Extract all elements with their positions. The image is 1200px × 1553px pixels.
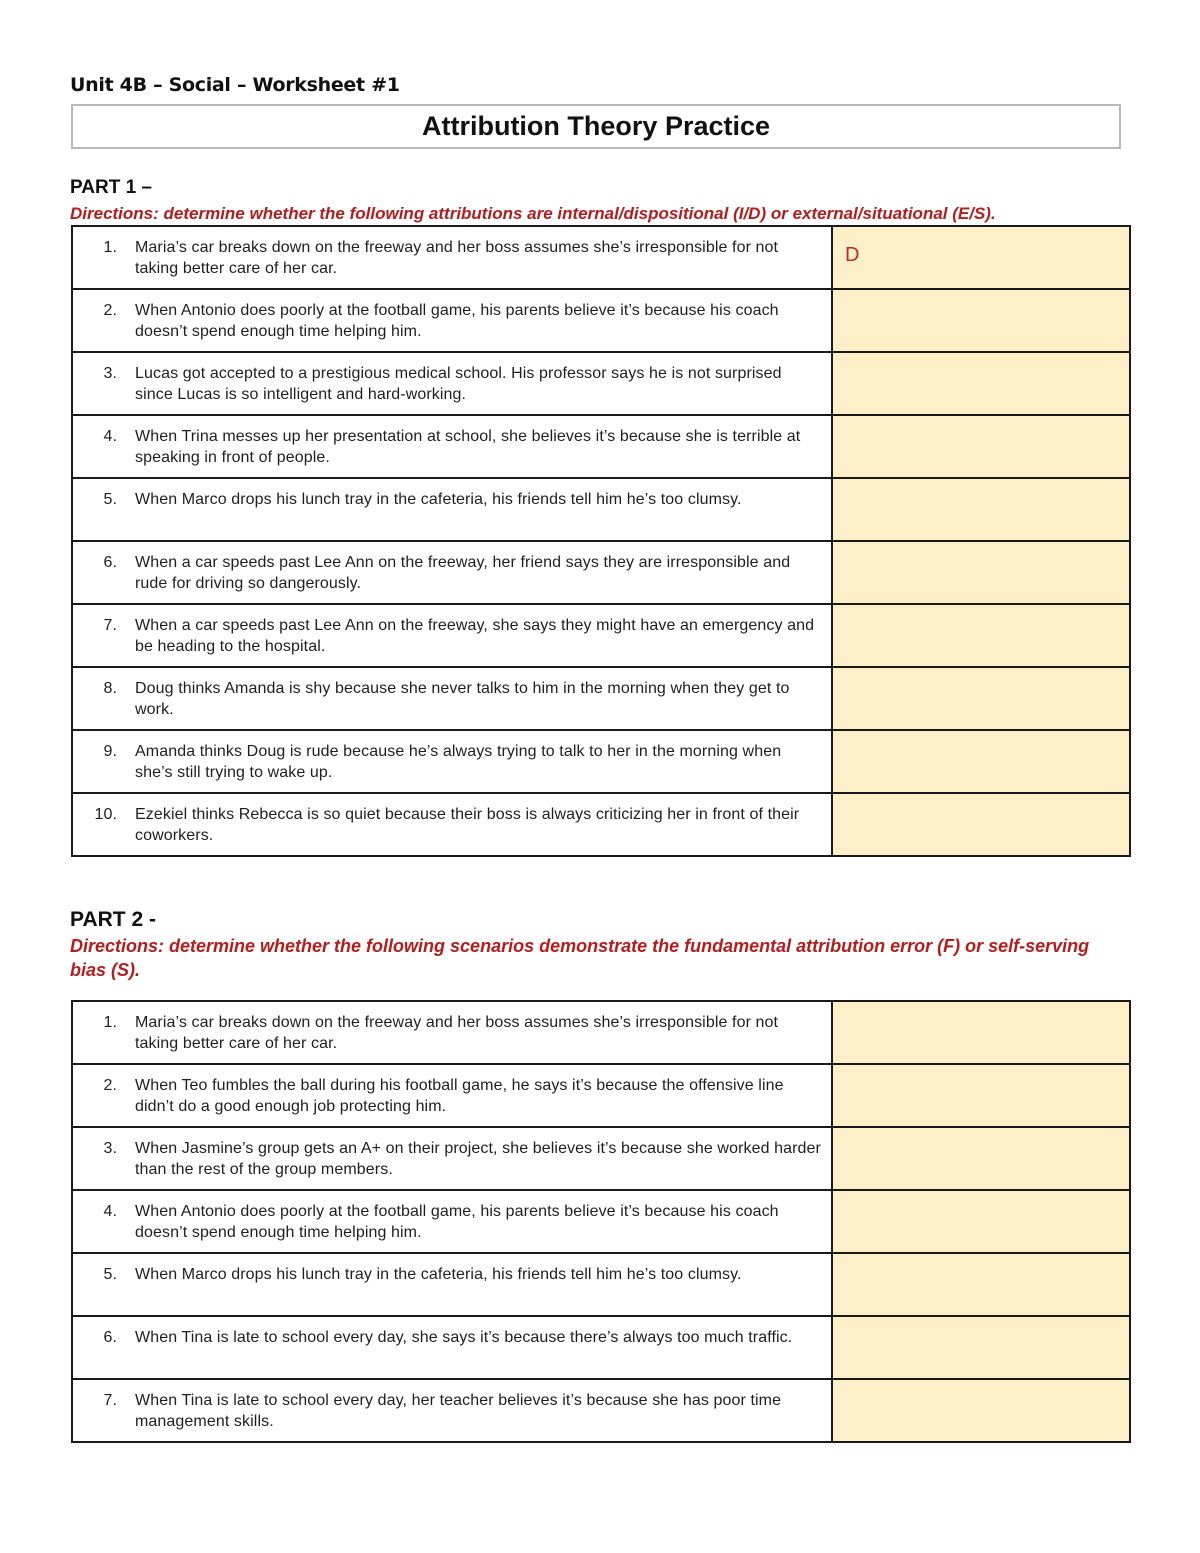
part1-directions: Directions: determine whether the following attributions are internal/dispositional (I/D) or external/situational (E/S). bbox=[70, 204, 996, 223]
question-text: Lucas got accepted to a prestigious medical school. His professor says he is not surprised since Lucas is so intelligent and hard-working. bbox=[135, 365, 782, 403]
question-text: When Tina is late to school every day, her teacher believes it’s because she has poor time management skills. bbox=[135, 1392, 782, 1430]
answer-cell[interactable] bbox=[832, 730, 1130, 793]
answer-cell[interactable] bbox=[832, 1190, 1130, 1253]
answer-text bbox=[833, 605, 1129, 622]
question-cell bbox=[72, 226, 832, 289]
question-cell bbox=[72, 1001, 832, 1064]
question-number: 10. bbox=[94, 806, 117, 823]
table-row bbox=[72, 1316, 1130, 1379]
answer-cell[interactable] bbox=[832, 1253, 1130, 1316]
question-cell bbox=[72, 604, 832, 667]
answer-cell[interactable] bbox=[832, 1379, 1130, 1442]
question-number: 3. bbox=[103, 365, 117, 382]
table-row bbox=[72, 289, 1130, 352]
question-cell bbox=[72, 415, 832, 478]
answer-cell[interactable] bbox=[832, 1316, 1130, 1379]
question-cell bbox=[72, 1064, 832, 1127]
part2-question-table bbox=[71, 1000, 1131, 1443]
answer-text bbox=[833, 542, 1129, 559]
worksheet-title-text: Attribution Theory Practice bbox=[421, 111, 771, 141]
answer-cell[interactable] bbox=[832, 352, 1130, 415]
table-row bbox=[72, 1064, 1130, 1127]
table-row bbox=[72, 415, 1130, 478]
answer-text bbox=[833, 668, 1129, 685]
answer-cell[interactable] bbox=[832, 541, 1130, 604]
part2-heading: PART 2 - bbox=[70, 908, 156, 931]
part1-question-table bbox=[71, 225, 1131, 857]
answer-text bbox=[833, 1380, 1129, 1397]
answer-text bbox=[833, 1002, 1129, 1019]
answer-cell[interactable] bbox=[832, 289, 1130, 352]
question-text: When Trina messes up her presentation at school, she believes it’s because she is terrible at speaking in front of people. bbox=[135, 428, 801, 466]
table-row bbox=[72, 1127, 1130, 1190]
answer-text bbox=[833, 1317, 1129, 1334]
worksheet-unit-header: Unit 4B – Social – Worksheet #1 bbox=[70, 74, 400, 96]
question-number: 1. bbox=[103, 239, 117, 256]
part2-directions: Directions: determine whether the following scenarios demonstrate the fundamental attribution error (F) or self-serving bias (S). bbox=[70, 936, 1090, 980]
question-text: Maria’s car breaks down on the freeway and her boss assumes she’s irresponsible for not taking better care of her car. bbox=[135, 239, 779, 277]
table-row bbox=[72, 478, 1130, 541]
table-row bbox=[72, 1379, 1130, 1442]
answer-cell[interactable] bbox=[832, 1127, 1130, 1190]
question-text: When Tina is late to school every day, she says it’s because there’s always too much traffic. bbox=[135, 1329, 793, 1346]
question-number: 1. bbox=[103, 1014, 117, 1031]
answer-text bbox=[833, 1254, 1129, 1271]
question-text: When a car speeds past Lee Ann on the freeway, she says they might have an emergency and be heading to the hospital. bbox=[135, 617, 815, 655]
answer-cell[interactable] bbox=[832, 604, 1130, 667]
question-number: 2. bbox=[103, 1077, 117, 1094]
worksheet-title bbox=[71, 104, 1121, 149]
answer-cell[interactable] bbox=[832, 793, 1130, 856]
answer-cell[interactable] bbox=[832, 667, 1130, 730]
table-row bbox=[72, 1190, 1130, 1253]
table-row bbox=[72, 793, 1130, 856]
table-row bbox=[72, 352, 1130, 415]
answer-text bbox=[833, 1191, 1129, 1208]
answer-text bbox=[833, 1128, 1129, 1145]
question-cell bbox=[72, 1379, 832, 1442]
question-text: When Teo fumbles the ball during his football game, he says it’s because the offensive line didn’t do a good enough job protecting him. bbox=[135, 1077, 784, 1115]
question-cell bbox=[72, 730, 832, 793]
question-number: 6. bbox=[103, 1329, 117, 1346]
table-row bbox=[72, 604, 1130, 667]
question-number: 6. bbox=[103, 554, 117, 571]
table-row bbox=[72, 541, 1130, 604]
question-number: 5. bbox=[103, 491, 117, 508]
question-text: Ezekiel thinks Rebecca is so quiet because their boss is always criticizing her in front of their coworkers. bbox=[135, 806, 800, 844]
question-text: When Marco drops his lunch tray in the cafeteria, his friends tell him he’s too clumsy. bbox=[135, 1266, 742, 1283]
answer-cell[interactable] bbox=[832, 415, 1130, 478]
question-cell bbox=[72, 541, 832, 604]
question-cell bbox=[72, 667, 832, 730]
question-number: 4. bbox=[103, 1203, 117, 1220]
question-number: 8. bbox=[103, 680, 117, 697]
question-number: 9. bbox=[103, 743, 117, 760]
question-text: Amanda thinks Doug is rude because he’s always trying to talk to her in the morning when she’s still trying to wake up. bbox=[135, 743, 782, 781]
answer-text bbox=[833, 290, 1129, 307]
answer-cell[interactable] bbox=[832, 226, 1130, 289]
answer-text bbox=[833, 479, 1129, 496]
question-number: 4. bbox=[103, 428, 117, 445]
question-text: When Marco drops his lunch tray in the cafeteria, his friends tell him he’s too clumsy. bbox=[135, 491, 742, 508]
answer-text: D bbox=[845, 244, 860, 266]
table-row bbox=[72, 730, 1130, 793]
question-number: 7. bbox=[103, 617, 117, 634]
question-cell bbox=[72, 793, 832, 856]
answer-text bbox=[833, 731, 1129, 748]
question-text: Maria’s car breaks down on the freeway and her boss assumes she’s irresponsible for not taking better care of her car. bbox=[135, 1014, 779, 1052]
question-number: 3. bbox=[103, 1140, 117, 1157]
answer-cell[interactable] bbox=[832, 1001, 1130, 1064]
question-text: When Antonio does poorly at the football game, his parents believe it’s because his coach doesn’t spend enough time helping him. bbox=[135, 1203, 779, 1241]
question-cell bbox=[72, 289, 832, 352]
question-text: When Jasmine’s group gets an A+ on their project, she believes it’s because she worked harder than the rest of the group members. bbox=[135, 1140, 821, 1178]
answer-text bbox=[833, 416, 1129, 433]
answer-cell[interactable] bbox=[832, 478, 1130, 541]
table-row bbox=[72, 226, 1130, 289]
question-number: 7. bbox=[103, 1392, 117, 1409]
question-text: Doug thinks Amanda is shy because she never talks to him in the morning when they get to work. bbox=[135, 680, 790, 718]
question-number: 2. bbox=[103, 302, 117, 319]
answer-text bbox=[833, 353, 1129, 370]
table-row bbox=[72, 1001, 1130, 1064]
answer-text bbox=[833, 794, 1129, 811]
question-cell bbox=[72, 352, 832, 415]
question-text: When Antonio does poorly at the football game, his parents believe it’s because his coach doesn’t spend enough time helping him. bbox=[135, 302, 779, 340]
question-cell bbox=[72, 1253, 832, 1316]
answer-cell[interactable] bbox=[832, 1064, 1130, 1127]
question-text: When a car speeds past Lee Ann on the freeway, her friend says they are irresponsible and rude for driving so dangerously. bbox=[135, 554, 791, 592]
question-cell bbox=[72, 1316, 832, 1379]
question-cell bbox=[72, 1190, 832, 1253]
table-row bbox=[72, 1253, 1130, 1316]
question-cell bbox=[72, 1127, 832, 1190]
question-cell bbox=[72, 478, 832, 541]
question-number: 5. bbox=[103, 1266, 117, 1283]
part1-heading: PART 1 – bbox=[70, 177, 153, 198]
answer-text bbox=[833, 1065, 1129, 1082]
table-row bbox=[72, 667, 1130, 730]
